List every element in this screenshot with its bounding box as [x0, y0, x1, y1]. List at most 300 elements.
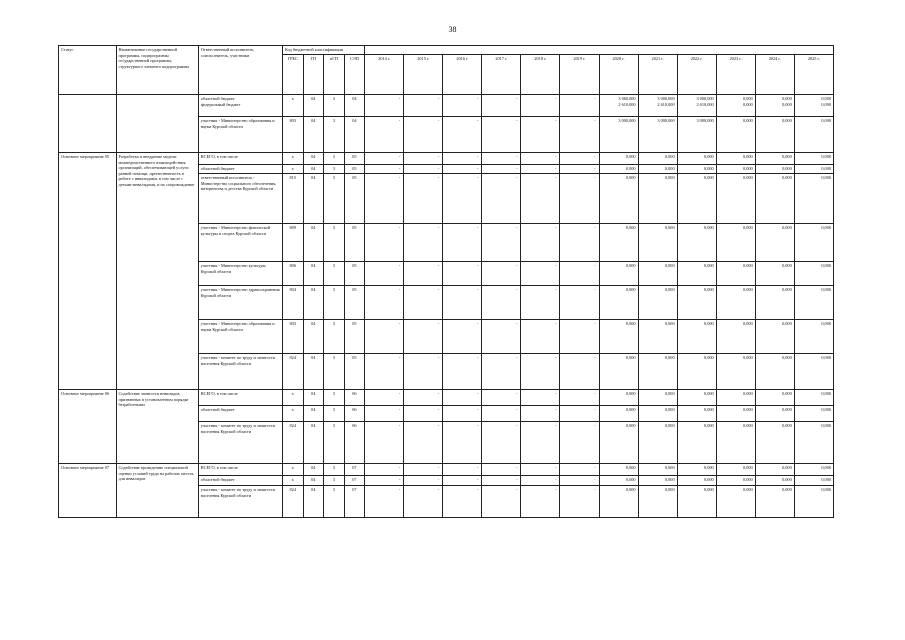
- year-value-cell: [716, 486, 755, 518]
- year-value-cell: [677, 354, 716, 390]
- dash-mark: -: [594, 355, 596, 360]
- measure-name-cell: [116, 95, 198, 153]
- dash-mark: -: [476, 487, 479, 492]
- year-value-cell: [755, 486, 794, 518]
- measure-name-cell: Разработка и внедрение модели межведомственного взаимодействия организаций, обеспечивающей услуги ранней помощи, преемственность в работе с инвалидами, в том числе с детьми-инвалидами, и их сопровождение: [116, 153, 198, 390]
- year-value-cell: [755, 224, 794, 262]
- year-empty-cell: [404, 320, 443, 354]
- dash-mark: -: [515, 96, 518, 101]
- code-cell: х: [282, 390, 303, 406]
- code-cell: 05: [344, 262, 365, 286]
- dash-mark: -: [515, 477, 518, 482]
- year-empty-cell: [443, 153, 482, 165]
- dash-mark: -: [594, 154, 596, 159]
- dash-mark: -: [515, 391, 518, 396]
- year-value-cell: [716, 117, 755, 153]
- dash-mark: -: [476, 263, 479, 268]
- year-empty-cell: [482, 224, 521, 262]
- code-cell: 05: [344, 286, 365, 320]
- dash-mark: -: [515, 321, 518, 326]
- dash-mark: -: [594, 477, 596, 482]
- header-name: Наименование государственной программы, подпрограммы государственной программы, структурного элемента подпрограммы: [116, 46, 198, 95]
- value-line: 0,000: [703, 391, 714, 396]
- code-cell: 04: [303, 422, 324, 464]
- code-cell: 04: [303, 153, 324, 165]
- year-empty-cell: [482, 95, 521, 117]
- dash-mark: -: [398, 355, 401, 360]
- year-value-cell: [599, 486, 638, 518]
- year-value-cell: [755, 354, 794, 390]
- code-cell: 809: [282, 224, 303, 262]
- value-line: 0,000: [782, 118, 792, 123]
- year-value-cell: [677, 165, 716, 174]
- code-cell: 05: [344, 354, 365, 390]
- table-row: [59, 464, 834, 476]
- year-value-cell: [638, 153, 677, 165]
- dash-mark: -: [476, 477, 479, 482]
- year-value-cell: [599, 165, 638, 174]
- code-cell: х: [282, 406, 303, 422]
- code-cell: х: [282, 95, 303, 117]
- dash-mark: -: [437, 287, 440, 292]
- code-cell: 824: [282, 422, 303, 464]
- executor-cell: участник - Министерство образования и науки Курской области: [198, 320, 282, 354]
- code-cell: 07: [344, 486, 365, 518]
- year-empty-cell: [482, 476, 521, 486]
- value-line: 0,000: [703, 287, 714, 292]
- header-year: 2015 г.: [404, 55, 443, 95]
- year-empty-cell: [404, 354, 443, 390]
- year-value-cell: [638, 117, 677, 153]
- dash-mark: -: [476, 154, 479, 159]
- value-line: 3 000,000: [657, 118, 675, 123]
- year-empty-cell: [404, 286, 443, 320]
- year-empty-cell: [404, 262, 443, 286]
- executor-cell: участник - Министерство образования и науки Курской области: [198, 117, 282, 153]
- dash-mark: -: [555, 263, 557, 268]
- year-value-cell: [716, 406, 755, 422]
- value-line: 0,000: [782, 101, 792, 107]
- value-line: 0,000: [625, 225, 636, 230]
- year-value-cell: [794, 95, 833, 117]
- value-line: 0,000: [782, 355, 792, 360]
- year-value-cell: [599, 354, 638, 390]
- year-value-cell: [755, 406, 794, 422]
- year-empty-cell: [521, 406, 560, 422]
- year-empty-cell: [365, 224, 404, 262]
- dash-mark: -: [515, 154, 518, 159]
- dash-mark: -: [555, 391, 557, 396]
- dash-mark: -: [437, 166, 440, 171]
- year-value-cell: [794, 286, 833, 320]
- year-empty-cell: [482, 117, 521, 153]
- year-value-cell: [638, 354, 677, 390]
- header-year: 2014 г.: [365, 55, 404, 95]
- code-cell: х: [282, 464, 303, 476]
- year-value-cell: [716, 354, 755, 390]
- year-value-cell: [677, 486, 716, 518]
- year-empty-cell: [521, 224, 560, 262]
- value-line: 0,000: [743, 423, 753, 428]
- dash-mark: -: [437, 225, 440, 230]
- year-empty-cell: [365, 174, 404, 224]
- value-line: 0,000: [782, 321, 792, 326]
- year-value-cell: [755, 464, 794, 476]
- year-value-cell: [638, 464, 677, 476]
- table-body: [59, 95, 834, 518]
- dash-mark: -: [476, 465, 479, 470]
- code-cell: 3: [324, 95, 345, 117]
- year-empty-cell: [365, 406, 404, 422]
- year-value-cell: [638, 174, 677, 224]
- year-empty-cell: [365, 320, 404, 354]
- value-line: 0,000: [743, 166, 753, 171]
- value-line: 0,000: [821, 287, 831, 292]
- year-value-cell: [638, 390, 677, 406]
- header-year: 2022 г.: [677, 55, 716, 95]
- code-cell: 05: [344, 320, 365, 354]
- dash-mark: -: [594, 263, 596, 268]
- year-empty-cell: [443, 286, 482, 320]
- year-empty-cell: [443, 262, 482, 286]
- year-value-cell: [677, 320, 716, 354]
- year-empty-cell: [560, 464, 599, 476]
- code-cell: 04: [303, 476, 324, 486]
- dash-mark: -: [476, 166, 479, 171]
- value-line: 0,000: [821, 175, 831, 180]
- value-line: 0,000: [782, 225, 792, 230]
- year-empty-cell: [482, 153, 521, 165]
- dash-mark: -: [594, 487, 596, 492]
- code-cell: 04: [303, 320, 324, 354]
- year-value-cell: [755, 262, 794, 286]
- executor-cell: участник - комитет по труду и занятости населения Курской области: [198, 354, 282, 390]
- value-line: 0,000: [664, 465, 675, 470]
- year-empty-cell: [404, 165, 443, 174]
- measure-name-cell: Содействие проведению специальной оценки условий труда на рабочих местах для инвалидов: [116, 464, 198, 518]
- value-line: 0,000: [743, 391, 753, 396]
- year-empty-cell: [560, 224, 599, 262]
- value-line: 0,000: [625, 477, 636, 482]
- value-line: 0,000: [782, 487, 792, 492]
- dash-mark: -: [515, 263, 518, 268]
- dash-mark: -: [555, 154, 557, 159]
- value-line: 0,000: [743, 154, 753, 159]
- header-year: 2025 г.: [794, 55, 833, 95]
- year-value-cell: [599, 286, 638, 320]
- year-empty-cell: [365, 153, 404, 165]
- value-line: 0,000: [664, 477, 675, 482]
- dash-mark: -: [555, 225, 557, 230]
- header-budget-code: Код бюджетной классификации: [282, 46, 364, 55]
- dash-mark: -: [476, 287, 479, 292]
- dash-mark: -: [594, 321, 596, 326]
- year-empty-cell: [560, 153, 599, 165]
- dash-mark: -: [594, 225, 596, 230]
- header-code: пГП: [324, 55, 345, 95]
- year-value-cell: [677, 286, 716, 320]
- value-line: 3 000,000: [696, 96, 714, 101]
- year-value-cell: [599, 422, 638, 464]
- value-line: 0,000: [703, 166, 714, 171]
- code-cell: 04: [303, 464, 324, 476]
- year-empty-cell: [521, 117, 560, 153]
- year-value-cell: [716, 165, 755, 174]
- year-empty-cell: [443, 165, 482, 174]
- code-cell: 3: [324, 422, 345, 464]
- year-value-cell: [638, 95, 677, 117]
- year-empty-cell: [365, 117, 404, 153]
- dash-mark: -: [476, 321, 479, 326]
- dash-mark: -: [437, 487, 440, 492]
- year-value-cell: [794, 262, 833, 286]
- year-empty-cell: [443, 422, 482, 464]
- year-empty-cell: [365, 165, 404, 174]
- code-cell: 3: [324, 117, 345, 153]
- year-empty-cell: [365, 486, 404, 518]
- year-value-cell: [677, 95, 716, 117]
- value-line: 0,000: [821, 355, 831, 360]
- year-value-cell: [794, 320, 833, 354]
- year-empty-cell: [560, 286, 599, 320]
- dash-mark: -: [515, 465, 518, 470]
- year-value-cell: [638, 486, 677, 518]
- code-cell: 3: [324, 486, 345, 518]
- dash-mark: -: [515, 225, 518, 230]
- value-line: 0,000: [821, 101, 831, 107]
- dash-mark: -: [437, 96, 440, 101]
- year-value-cell: [599, 476, 638, 486]
- dash-mark: -: [476, 175, 479, 180]
- status-cell: [59, 95, 117, 153]
- executor-cell: ВСЕГО, в том числе: [198, 153, 282, 165]
- executor-cell: ВСЕГО, в том числе: [198, 464, 282, 476]
- dash-mark: -: [555, 287, 557, 292]
- code-cell: 07: [344, 464, 365, 476]
- code-cell: 04: [303, 354, 324, 390]
- year-empty-cell: [365, 354, 404, 390]
- year-value-cell: [677, 174, 716, 224]
- year-value-cell: [599, 117, 638, 153]
- year-value-cell: [755, 117, 794, 153]
- year-empty-cell: [365, 262, 404, 286]
- dash-mark: -: [398, 407, 401, 412]
- code-cell: 04: [303, 165, 324, 174]
- dash-mark: -: [437, 477, 440, 482]
- dash-mark: -: [476, 423, 479, 428]
- year-empty-cell: [365, 422, 404, 464]
- dash-mark: -: [515, 175, 518, 180]
- year-value-cell: [755, 153, 794, 165]
- year-empty-cell: [404, 422, 443, 464]
- value-line: 0,000: [743, 355, 753, 360]
- value-line: 0,000: [782, 263, 792, 268]
- code-cell: 824: [282, 486, 303, 518]
- year-empty-cell: [521, 390, 560, 406]
- dash-mark: -: [398, 391, 401, 396]
- header-year: 2019 г.: [560, 55, 599, 95]
- header-year: 2021 г.: [638, 55, 677, 95]
- header-year: 2017 г.: [482, 55, 521, 95]
- header-blank: [365, 46, 834, 55]
- year-empty-cell: [443, 390, 482, 406]
- year-empty-cell: [560, 476, 599, 486]
- year-value-cell: [755, 320, 794, 354]
- code-cell: 3: [324, 153, 345, 165]
- year-value-cell: [677, 224, 716, 262]
- value-line: 0,000: [782, 391, 792, 396]
- executor-cell: участник - комитет по труду и занятости населения Курской области: [198, 422, 282, 464]
- value-line: 0,000: [743, 287, 753, 292]
- year-empty-cell: [443, 224, 482, 262]
- year-empty-cell: [404, 464, 443, 476]
- dash-mark: -: [594, 175, 596, 180]
- year-value-cell: [677, 464, 716, 476]
- year-empty-cell: [482, 390, 521, 406]
- value-line: 2 610,000: [618, 101, 636, 107]
- year-value-cell: [638, 320, 677, 354]
- value-line: 0,000: [664, 263, 675, 268]
- header-year: 2018 г.: [521, 55, 560, 95]
- year-empty-cell: [560, 117, 599, 153]
- status-cell: Основное мероприятие 06: [59, 390, 117, 464]
- header-code: ГРБС: [282, 55, 303, 95]
- dash-mark: -: [555, 175, 557, 180]
- dash-mark: -: [555, 465, 557, 470]
- value-line: 0,000: [625, 423, 636, 428]
- dash-mark: -: [398, 166, 401, 171]
- year-value-cell: [794, 486, 833, 518]
- value-line: 0,000: [625, 175, 636, 180]
- year-value-cell: [755, 390, 794, 406]
- dash-mark: -: [398, 118, 401, 123]
- dash-mark: -: [398, 465, 401, 470]
- dash-mark: -: [555, 96, 557, 101]
- dash-mark: -: [594, 407, 596, 412]
- year-empty-cell: [404, 486, 443, 518]
- year-empty-cell: [521, 153, 560, 165]
- year-value-cell: [794, 464, 833, 476]
- dash-mark: -: [594, 96, 596, 101]
- year-empty-cell: [482, 320, 521, 354]
- year-empty-cell: [443, 174, 482, 224]
- year-empty-cell: [365, 95, 404, 117]
- dash-mark: -: [476, 407, 479, 412]
- year-value-cell: [755, 95, 794, 117]
- code-cell: 06: [344, 390, 365, 406]
- year-value-cell: [755, 476, 794, 486]
- code-cell: 04: [303, 390, 324, 406]
- dash-mark: -: [515, 487, 518, 492]
- executor-cell: областной бюджет: [198, 165, 282, 174]
- year-empty-cell: [521, 286, 560, 320]
- executor-cell: областной бюджет: [198, 476, 282, 486]
- code-cell: 3: [324, 286, 345, 320]
- code-cell: 803: [282, 117, 303, 153]
- code-cell: 3: [324, 262, 345, 286]
- year-value-cell: [716, 422, 755, 464]
- value-line: 0,000: [743, 175, 753, 180]
- value-line: 0,000: [743, 101, 753, 107]
- value-line: 0,000: [821, 118, 831, 123]
- code-cell: 07: [344, 476, 365, 486]
- dash-mark: -: [398, 423, 401, 428]
- code-cell: 05: [344, 224, 365, 262]
- year-empty-cell: [443, 95, 482, 117]
- value-line: 0,000: [664, 407, 675, 412]
- executor-cell: областной бюджет: [198, 406, 282, 422]
- value-line: 0,000: [664, 166, 675, 171]
- year-empty-cell: [365, 390, 404, 406]
- year-value-cell: [638, 262, 677, 286]
- year-empty-cell: [560, 320, 599, 354]
- year-value-cell: [794, 174, 833, 224]
- value-line: 0,000: [821, 423, 831, 428]
- code-cell: 3: [324, 165, 345, 174]
- dash-mark: -: [437, 263, 440, 268]
- year-value-cell: [599, 174, 638, 224]
- year-value-cell: [794, 354, 833, 390]
- dash-mark: -: [555, 423, 557, 428]
- value-line: 0,000: [743, 263, 753, 268]
- executor-cell: участник - Министерство физической культуры и спорта Курской области: [198, 224, 282, 262]
- dash-mark: -: [555, 407, 557, 412]
- dash-mark: -: [398, 154, 401, 159]
- year-value-cell: [716, 262, 755, 286]
- dash-mark: -: [437, 465, 440, 470]
- header-year: 2024 г.: [755, 55, 794, 95]
- year-value-cell: [794, 390, 833, 406]
- year-empty-cell: [521, 354, 560, 390]
- value-line: 0,000: [821, 154, 831, 159]
- year-value-cell: [599, 262, 638, 286]
- status-cell: Основное мероприятие 05: [59, 153, 117, 390]
- measure-name-cell: Содействие занятости инвалидов, признанных в установленном порядке безработными: [116, 390, 198, 464]
- year-value-cell: [638, 476, 677, 486]
- year-empty-cell: [404, 406, 443, 422]
- year-empty-cell: [482, 286, 521, 320]
- dash-mark: -: [555, 166, 557, 171]
- value-line: 0,000: [625, 465, 636, 470]
- year-value-cell: [716, 224, 755, 262]
- value-line: 0,000: [625, 263, 636, 268]
- value-line: 0,000: [664, 391, 675, 396]
- year-value-cell: [677, 476, 716, 486]
- year-value-cell: [755, 165, 794, 174]
- value-line: 0,000: [743, 487, 753, 492]
- year-empty-cell: [482, 464, 521, 476]
- budget-table: [58, 45, 834, 518]
- value-line: 0,000: [743, 407, 753, 412]
- dash-mark: -: [437, 391, 440, 396]
- value-line: 0,000: [703, 407, 714, 412]
- year-empty-cell: [482, 354, 521, 390]
- year-empty-cell: [404, 174, 443, 224]
- dash-mark: -: [398, 175, 401, 180]
- year-empty-cell: [560, 174, 599, 224]
- value-line: 0,000: [625, 321, 636, 326]
- header-executor: Ответственный исполнитель, соисполнитель, участники: [198, 46, 282, 95]
- dash-mark: -: [437, 423, 440, 428]
- value-line: 0,000: [782, 166, 792, 171]
- year-value-cell: [794, 165, 833, 174]
- value-line: 2 610,000: [657, 101, 675, 107]
- code-cell: 815: [282, 174, 303, 224]
- year-empty-cell: [404, 117, 443, 153]
- value-line: 0,000: [625, 154, 636, 159]
- value-line: 2 610,000: [696, 101, 714, 107]
- value-line: 0,000: [625, 407, 636, 412]
